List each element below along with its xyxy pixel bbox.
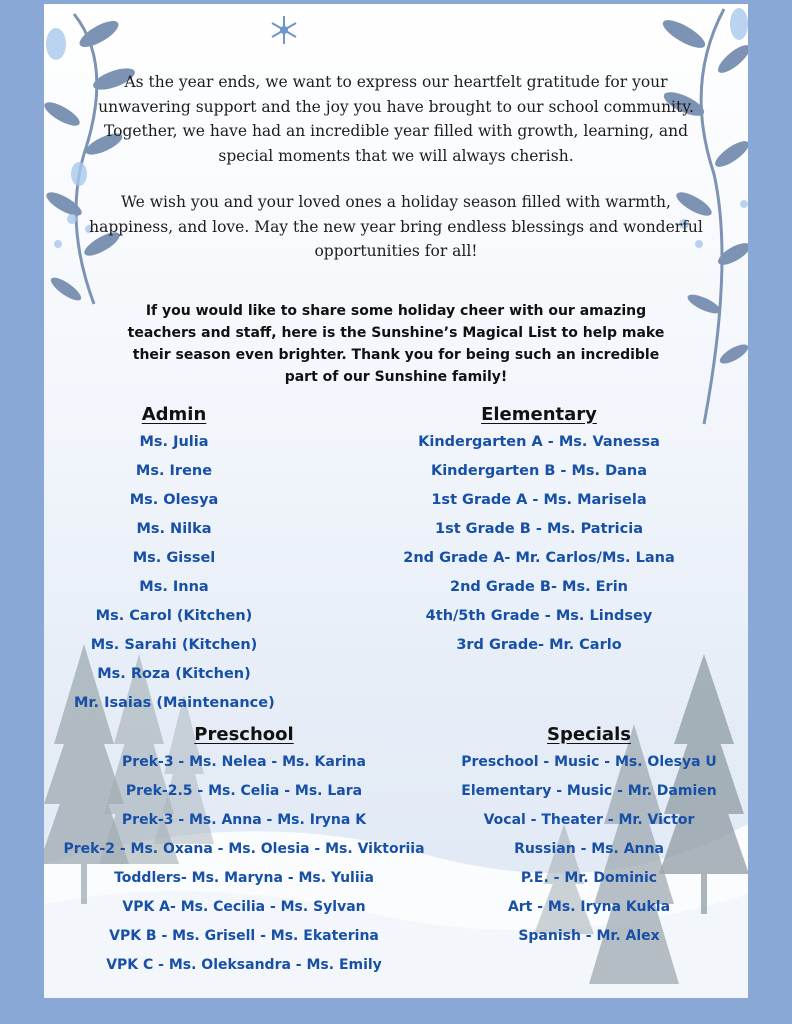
gift-list-note: If you would like to share some holiday cheer with our amazing teachers and staff, here is the Sunshine’s Magical List to help make their season even brighter. Thank you for being such an incredible part of our Sunshine family! xyxy=(127,303,665,385)
admin-item: Ms. Roza (Kitchen) xyxy=(97,666,251,682)
specials-item: Vocal - Theater - Mr. Victor xyxy=(483,812,695,828)
specials-item: Art - Ms. Iryna Kukla xyxy=(507,899,671,915)
preschool-section xyxy=(44,722,444,980)
preschool-item: Prek-2.5 - Ms. Celia - Ms. Lara xyxy=(125,783,363,799)
preschool-item: VPK B - Ms. Grisell - Ms. Ekaterina xyxy=(109,928,379,944)
preschool-item: VPK A- Ms. Cecilia - Ms. Sylvan xyxy=(122,899,366,915)
elementary-item: Kindergarten A - Ms. Vanessa xyxy=(418,434,660,450)
preschool-item: VPK C - Ms. Oleksandra - Ms. Emily xyxy=(106,957,382,973)
elementary-item: 3rd Grade- Mr. Carlo xyxy=(456,637,622,653)
elementary-item: 1st Grade B - Ms. Patricia xyxy=(434,521,643,537)
admin-heading: Admin xyxy=(141,404,207,425)
elementary-item: 4th/5th Grade - Ms. Lindsey xyxy=(425,608,653,624)
intro-paragraph-2: Together, we have had an incredible year filled with growth, learning, and special moments that we will always cherish. xyxy=(103,122,688,165)
specials-heading: Specials xyxy=(547,724,631,745)
elementary-item: Kindergarten B - Ms. Dana xyxy=(430,463,648,479)
elementary-item: 2nd Grade B- Ms. Erin xyxy=(449,579,629,595)
elementary-item: 2nd Grade A- Mr. Carlos/Ms. Lana xyxy=(403,550,675,566)
admin-item: Ms. Inna xyxy=(139,579,209,595)
preschool-heading: Preschool xyxy=(194,724,294,745)
elementary-item: 1st Grade A - Ms. Marisela xyxy=(431,492,647,508)
preschool-item: Prek-3 - Ms. Nelea - Ms. Karina xyxy=(122,754,366,770)
specials-item: Russian - Ms. Anna xyxy=(514,841,664,857)
intro-paragraph-1: As the year ends, we want to express our heartfelt gratitude for your unwavering support and the joy you have brought to our school community. xyxy=(98,73,694,116)
preschool-item: Toddlers- Ms. Maryna - Ms. Yuliia xyxy=(114,870,374,886)
admin-item: Ms. Olesya xyxy=(129,492,219,508)
intro-paragraph-3: We wish you and your loved ones a holiday season filled with warmth, happiness, and love. May the new year bring endless blessings and wonderful opportunities for all! xyxy=(89,193,703,260)
specials-item: P.E. - Mr. Dominic xyxy=(520,870,658,886)
specials-item: Spanish - Mr. Alex xyxy=(518,928,660,944)
admin-section xyxy=(74,402,274,718)
specials-section xyxy=(439,722,739,951)
admin-item: Ms. Gissel xyxy=(132,550,216,566)
admin-item: Ms. Nilka xyxy=(136,521,212,537)
elementary-heading: Elementary xyxy=(481,404,597,425)
preschool-item: Prek-3 - Ms. Anna - Ms. Iryna K xyxy=(121,812,367,828)
intro-message xyxy=(84,70,708,264)
specials-item: Elementary - Music - Mr. Damien xyxy=(461,783,717,799)
admin-item: Ms. Carol (Kitchen) xyxy=(95,608,253,624)
admin-item: Ms. Sarahi (Kitchen) xyxy=(90,637,258,653)
admin-item: Mr. Isaias (Maintenance) xyxy=(74,695,275,711)
snowflake-icon xyxy=(272,16,296,44)
preschool-item: Prek-2 - Ms. Oxana - Ms. Olesia - Ms. Viktoriia xyxy=(63,841,425,857)
admin-item: Ms. Julia xyxy=(139,434,209,450)
elementary-section xyxy=(374,402,704,660)
flyer-page xyxy=(44,4,748,998)
specials-item: Preschool - Music - Ms. Olesya U xyxy=(461,754,717,770)
admin-item: Ms. Irene xyxy=(135,463,213,479)
